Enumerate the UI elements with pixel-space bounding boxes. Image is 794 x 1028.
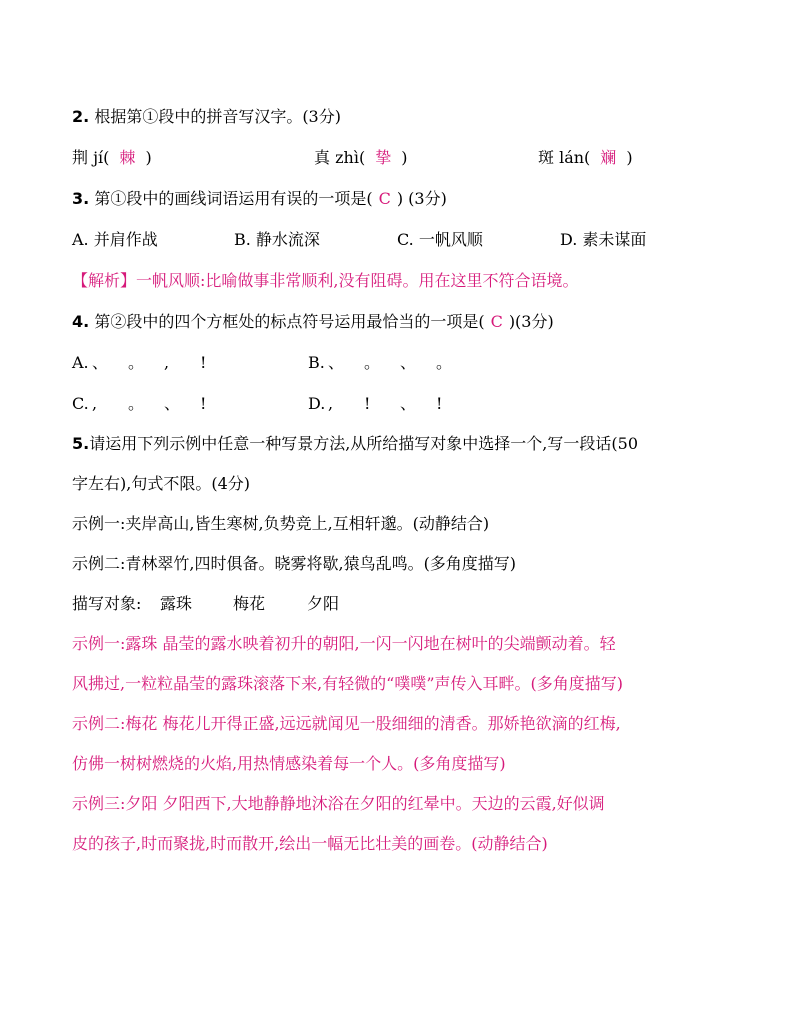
q4-option-b-label: B. bbox=[308, 353, 325, 372]
q4-stem-line bbox=[72, 301, 732, 342]
q4-option-a-mark-2: 。 bbox=[128, 353, 145, 372]
q4-option-d-mark-3: 、 bbox=[400, 394, 417, 413]
q3-analysis-text: 一帆风顺:比喻做事非常顺利,没有阻碍。用在这里不符合语境。 bbox=[136, 271, 579, 290]
q3-analysis-line bbox=[72, 260, 732, 301]
q5-answer-3-text-1: 示例三:夕阳 夕阳西下,大地静静地沐浴在夕阳的红晕中。天边的云霞,好似调 bbox=[72, 794, 605, 813]
q5-target-3: 夕阳 bbox=[307, 594, 340, 613]
q5-example-2 bbox=[72, 544, 732, 584]
q5-example-1 bbox=[72, 504, 732, 544]
q4-options-line-2 bbox=[72, 383, 732, 424]
q2-items-line bbox=[72, 137, 732, 178]
q3-option-d: D. 素未谋面 bbox=[560, 230, 647, 249]
q5-stem-line-1 bbox=[72, 424, 732, 464]
q5-answer-2-text-2: 仿佛一树树燃烧的火焰,用热情感染着每一个人。(多角度描写) bbox=[72, 754, 506, 773]
q3-stem-after: ) (3分) bbox=[396, 189, 447, 208]
q2-item-2-suffix: ) bbox=[401, 148, 408, 167]
q3-number: 3. bbox=[72, 189, 90, 208]
q5-answer-1-text-1: 示例一:露珠 晶莹的露水映着初升的朝阳,一闪一闪地在树叶的尖端颤动着。轻 bbox=[72, 634, 616, 653]
q5-answer-1-line-2 bbox=[72, 664, 732, 704]
q4-option-a-mark-4: ! bbox=[200, 353, 207, 372]
q4-option-c-label: C. bbox=[72, 394, 89, 413]
q2-item-3-suffix: ) bbox=[626, 148, 633, 167]
q4-number: 4. bbox=[72, 312, 90, 331]
q4-option-d-mark-2: ! bbox=[364, 394, 371, 413]
q5-stem-line-2 bbox=[72, 464, 732, 504]
q4-option-b-mark-1: 、 bbox=[328, 353, 345, 372]
q5-stem-line-1-text: 请运用下列示例中任意一种写景方法,从所给描写对象中选择一个,写一段话(50 bbox=[89, 434, 638, 453]
q5-example-2-text: 示例二:青林翠竹,四时俱备。晓雾将歇,猿鸟乱鸣。(多角度描写) bbox=[72, 554, 517, 573]
q5-targets-line bbox=[72, 584, 732, 624]
q4-option-d-mark-1: , bbox=[328, 394, 334, 413]
q4-option-c-mark-3: 、 bbox=[164, 394, 181, 413]
q3-option-a: A. 并肩作战 bbox=[72, 230, 158, 249]
q2-item-2-answer: 挚 bbox=[375, 148, 392, 167]
worksheet-page bbox=[72, 96, 732, 864]
q5-answer-2-line-2 bbox=[72, 744, 732, 784]
q2-item-2-prefix: 真 zhì( bbox=[314, 148, 366, 167]
q5-target-1: 露珠 bbox=[160, 594, 193, 613]
q4-option-a-mark-1: 、 bbox=[92, 353, 109, 372]
q5-answer-3-line-1 bbox=[72, 784, 732, 824]
q2-item-1-suffix: ) bbox=[145, 148, 152, 167]
q2-stem: 根据第①段中的拼音写汉字。(3分) bbox=[94, 107, 341, 126]
q3-options-line bbox=[72, 219, 732, 260]
q4-stem-after: )(3分) bbox=[508, 312, 554, 331]
q5-answer-2-line-1 bbox=[72, 704, 732, 744]
q4-options-line-1 bbox=[72, 342, 732, 383]
q4-option-c-mark-2: 。 bbox=[128, 394, 145, 413]
q3-analysis-label: 【解析】 bbox=[72, 271, 137, 290]
q4-option-c-mark-1: , bbox=[92, 394, 98, 413]
q2-item-3-prefix: 斑 lán( bbox=[538, 148, 591, 167]
q3-option-c: C. 一帆风顺 bbox=[397, 230, 483, 249]
q4-option-b-mark-2: 。 bbox=[364, 353, 381, 372]
q5-example-1-text: 示例一:夹岸高山,皆生寒树,负势竞上,互相轩邈。(动静结合) bbox=[72, 514, 490, 533]
q5-stem-line-2-text: 字左右),句式不限。(4分) bbox=[72, 474, 250, 493]
q2-number: 2. bbox=[72, 107, 90, 126]
q2-stem-line bbox=[72, 96, 732, 137]
q4-stem-before: 第②段中的四个方框处的标点符号运用最恰当的一项是( bbox=[94, 312, 485, 331]
q5-number: 5. bbox=[72, 434, 90, 453]
q4-option-a-label: A. bbox=[72, 353, 89, 372]
q5-answer-3-line-2 bbox=[72, 824, 732, 864]
q3-stem-before: 第①段中的画线词语运用有误的一项是( bbox=[94, 189, 373, 208]
q2-item-3-answer: 斓 bbox=[600, 148, 617, 167]
q5-answer-2-text-1: 示例二:梅花 梅花儿开得正盛,远远就闻见一股细细的清香。那娇艳欲滴的红梅, bbox=[72, 714, 621, 733]
q4-option-a-mark-3: , bbox=[164, 353, 170, 372]
q2-item-1-prefix: 荆 jí( bbox=[72, 148, 110, 167]
q3-answer: C bbox=[378, 189, 391, 208]
q4-option-d-label: D. bbox=[308, 394, 326, 413]
q4-answer: C bbox=[490, 312, 503, 331]
q4-option-b-mark-4: 。 bbox=[436, 353, 453, 372]
q2-item-1 bbox=[72, 137, 152, 178]
q2-item-3 bbox=[538, 137, 633, 178]
q5-answer-1-line-1 bbox=[72, 624, 732, 664]
q4-option-d-mark-4: ! bbox=[436, 394, 443, 413]
q2-item-1-answer: 棘 bbox=[119, 148, 136, 167]
q5-answer-1-text-2: 风拂过,一粒粒晶莹的露珠滚落下来,有轻微的“噗噗”声传入耳畔。(多角度描写) bbox=[72, 674, 624, 693]
q5-target-2: 梅花 bbox=[233, 594, 266, 613]
q5-answer-3-text-2: 皮的孩子,时而聚拢,时而散开,绘出一幅无比壮美的画卷。(动静结合) bbox=[72, 834, 548, 853]
q3-stem-line bbox=[72, 178, 732, 219]
q4-option-c-mark-4: ! bbox=[200, 394, 207, 413]
q2-item-2 bbox=[314, 137, 407, 178]
q5-targets-label: 描写对象: bbox=[72, 594, 142, 613]
q4-option-b-mark-3: 、 bbox=[400, 353, 417, 372]
q3-option-b: B. 静水流深 bbox=[234, 230, 320, 249]
